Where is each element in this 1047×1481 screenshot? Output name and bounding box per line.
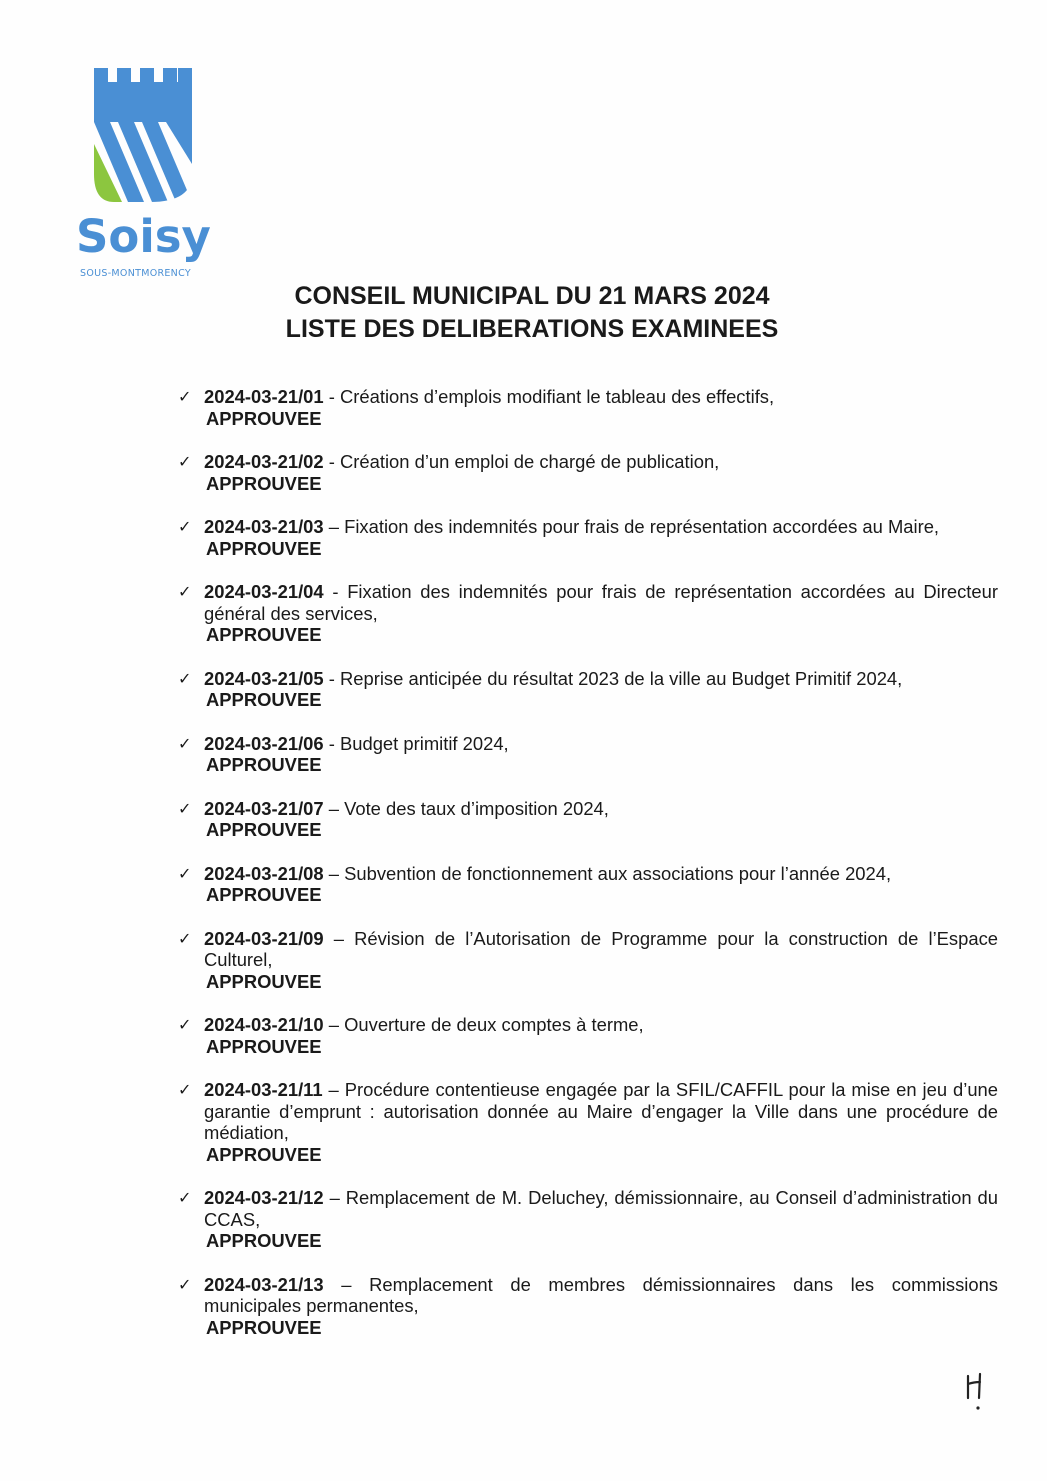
deliberation-description	[204, 386, 998, 408]
deliberation-description	[204, 1079, 998, 1144]
checkmark-icon: ✓	[178, 387, 192, 406]
checkmark-icon: ✓	[178, 798, 192, 818]
deliberation-description	[204, 516, 998, 538]
deliberation-text: Procédure contentieuse engagée par la SFIL/CAFFIL pour la mise en jeu d’une garantie d’emprunt : autorisation donnée au Maire d’engager la Ville dans une procédure de médiation,	[204, 1079, 999, 1143]
deliberation-description	[204, 451, 998, 473]
handwritten-initials-icon	[960, 1370, 990, 1415]
deliberation-number: 2024-03-21/10	[204, 1014, 324, 1035]
deliberation-separator: –	[323, 1273, 370, 1295]
deliberation-separator: -	[323, 386, 340, 407]
deliberation-separator: -	[323, 581, 348, 602]
deliberation-description	[204, 1187, 998, 1230]
deliberation-status: APPROUVEE	[206, 537, 322, 559]
deliberation-status: APPROUVEE	[206, 1230, 322, 1251]
deliberation-status: APPROUVEE	[206, 884, 322, 905]
deliberation-text: Remplacement de M. Deluchey, démissionnaire, au Conseil d’administration du CCAS,	[204, 1187, 998, 1230]
deliberation-description	[204, 1274, 998, 1317]
deliberation-item	[178, 1079, 998, 1165]
deliberation-separator: -	[323, 451, 340, 472]
deliberation-separator: –	[323, 1014, 345, 1035]
title-line-1: CONSEIL MUNICIPAL DU 21 MARS 2024	[294, 282, 770, 310]
deliberation-description	[204, 733, 998, 755]
deliberation-item	[178, 668, 998, 711]
checkmark-icon: ✓	[178, 582, 192, 601]
deliberation-status: APPROUVEE	[206, 1035, 322, 1057]
deliberation-number: 2024-03-21/03	[204, 516, 324, 537]
shield-emblem-icon	[74, 64, 194, 204]
deliberation-number: 2024-03-21/02	[204, 451, 324, 472]
soisy-logo	[74, 64, 214, 284]
deliberation-item	[178, 863, 998, 906]
deliberation-number: 2024-03-21/04	[204, 581, 324, 602]
deliberation-separator: -	[323, 667, 340, 689]
deliberation-text: Création d’un emploi de chargé de publication,	[339, 451, 720, 472]
deliberation-number: 2024-03-21/01	[204, 386, 324, 407]
checkmark-icon: ✓	[178, 1080, 192, 1099]
deliberation-text: Fixation des indemnités pour frais de représentation accordées au Directeur général des services,	[204, 581, 999, 624]
checkmark-icon: ✓	[178, 928, 192, 948]
deliberation-description	[204, 928, 998, 971]
deliberation-number: 2024-03-21/09	[204, 927, 324, 949]
deliberation-text: Révision de l’Autorisation de Programme pour la construction de l’Espace Culturel,	[204, 927, 999, 970]
deliberation-status: APPROUVEE	[206, 689, 322, 710]
logo-name: Soisy	[76, 210, 211, 263]
deliberation-status: APPROUVEE	[206, 407, 322, 429]
deliberation-status: APPROUVEE	[206, 754, 322, 775]
checkmark-icon: ✓	[178, 1188, 192, 1207]
deliberation-description	[204, 863, 998, 885]
deliberation-description	[204, 1014, 998, 1036]
deliberation-item	[178, 1014, 998, 1057]
deliberation-number: 2024-03-21/07	[204, 797, 324, 819]
deliberation-text: Créations d’emplois modifiant le tableau des effectifs,	[339, 386, 775, 407]
deliberations-list	[178, 386, 998, 1360]
deliberation-number: 2024-03-21/05	[204, 667, 324, 689]
deliberation-number: 2024-03-21/13	[204, 1273, 324, 1295]
deliberation-item	[178, 451, 998, 494]
deliberation-separator: –	[323, 1187, 346, 1208]
deliberation-text: Subvention de fonctionnement aux associations pour l’année 2024,	[344, 862, 892, 884]
checkmark-icon: ✓	[178, 863, 192, 883]
deliberation-number: 2024-03-21/12	[204, 1187, 324, 1208]
deliberation-separator: –	[322, 1079, 345, 1100]
deliberation-item	[178, 386, 998, 429]
deliberation-number: 2024-03-21/11	[204, 1079, 323, 1100]
deliberation-number: 2024-03-21/06	[204, 732, 324, 754]
deliberation-text: Vote des taux d’imposition 2024,	[344, 797, 609, 819]
checkmark-icon: ✓	[178, 668, 192, 688]
page-title	[0, 280, 1047, 346]
deliberation-item	[178, 733, 998, 776]
deliberation-status: APPROUVEE	[206, 819, 322, 840]
deliberation-description	[204, 668, 998, 690]
deliberation-text: Fixation des indemnités pour frais de représentation accordées au Maire,	[344, 516, 940, 537]
deliberation-status: APPROUVEE	[206, 970, 322, 992]
deliberation-item	[178, 798, 998, 841]
deliberation-item	[178, 1187, 998, 1252]
deliberation-text: Ouverture de deux comptes à terme,	[344, 1014, 644, 1035]
deliberation-status: APPROUVEE	[206, 472, 322, 494]
checkmark-icon: ✓	[178, 1015, 192, 1034]
deliberation-separator: -	[323, 732, 340, 754]
deliberation-separator: –	[323, 797, 345, 819]
checkmark-icon: ✓	[178, 733, 192, 753]
checkmark-icon: ✓	[178, 517, 192, 536]
deliberation-text: Reprise anticipée du résultat 2023 de la ville au Budget Primitif 2024,	[339, 667, 903, 689]
deliberation-separator: –	[323, 516, 345, 537]
logo-subtitle: SOUS-MONTMORENCY	[80, 268, 191, 279]
deliberation-number: 2024-03-21/08	[204, 862, 324, 884]
checkmark-icon: ✓	[178, 1274, 192, 1294]
deliberation-item	[178, 516, 998, 559]
checkmark-icon: ✓	[178, 452, 192, 471]
deliberation-item	[178, 581, 998, 646]
deliberation-status: APPROUVEE	[206, 1143, 322, 1165]
deliberation-status: APPROUVEE	[206, 624, 322, 645]
deliberation-description	[204, 798, 998, 820]
deliberation-item	[178, 1274, 998, 1339]
deliberation-text: Remplacement de membres démissionnaires dans les commissions municipales permanentes,	[204, 1273, 999, 1316]
deliberation-item	[178, 928, 998, 993]
deliberation-separator: –	[323, 927, 355, 949]
deliberation-text: Budget primitif 2024,	[339, 732, 509, 754]
deliberation-separator: –	[323, 862, 345, 884]
title-line-2: LISTE DES DELIBERATIONS EXAMINEES	[285, 315, 779, 343]
deliberation-status: APPROUVEE	[206, 1316, 322, 1338]
deliberation-description	[204, 581, 998, 624]
